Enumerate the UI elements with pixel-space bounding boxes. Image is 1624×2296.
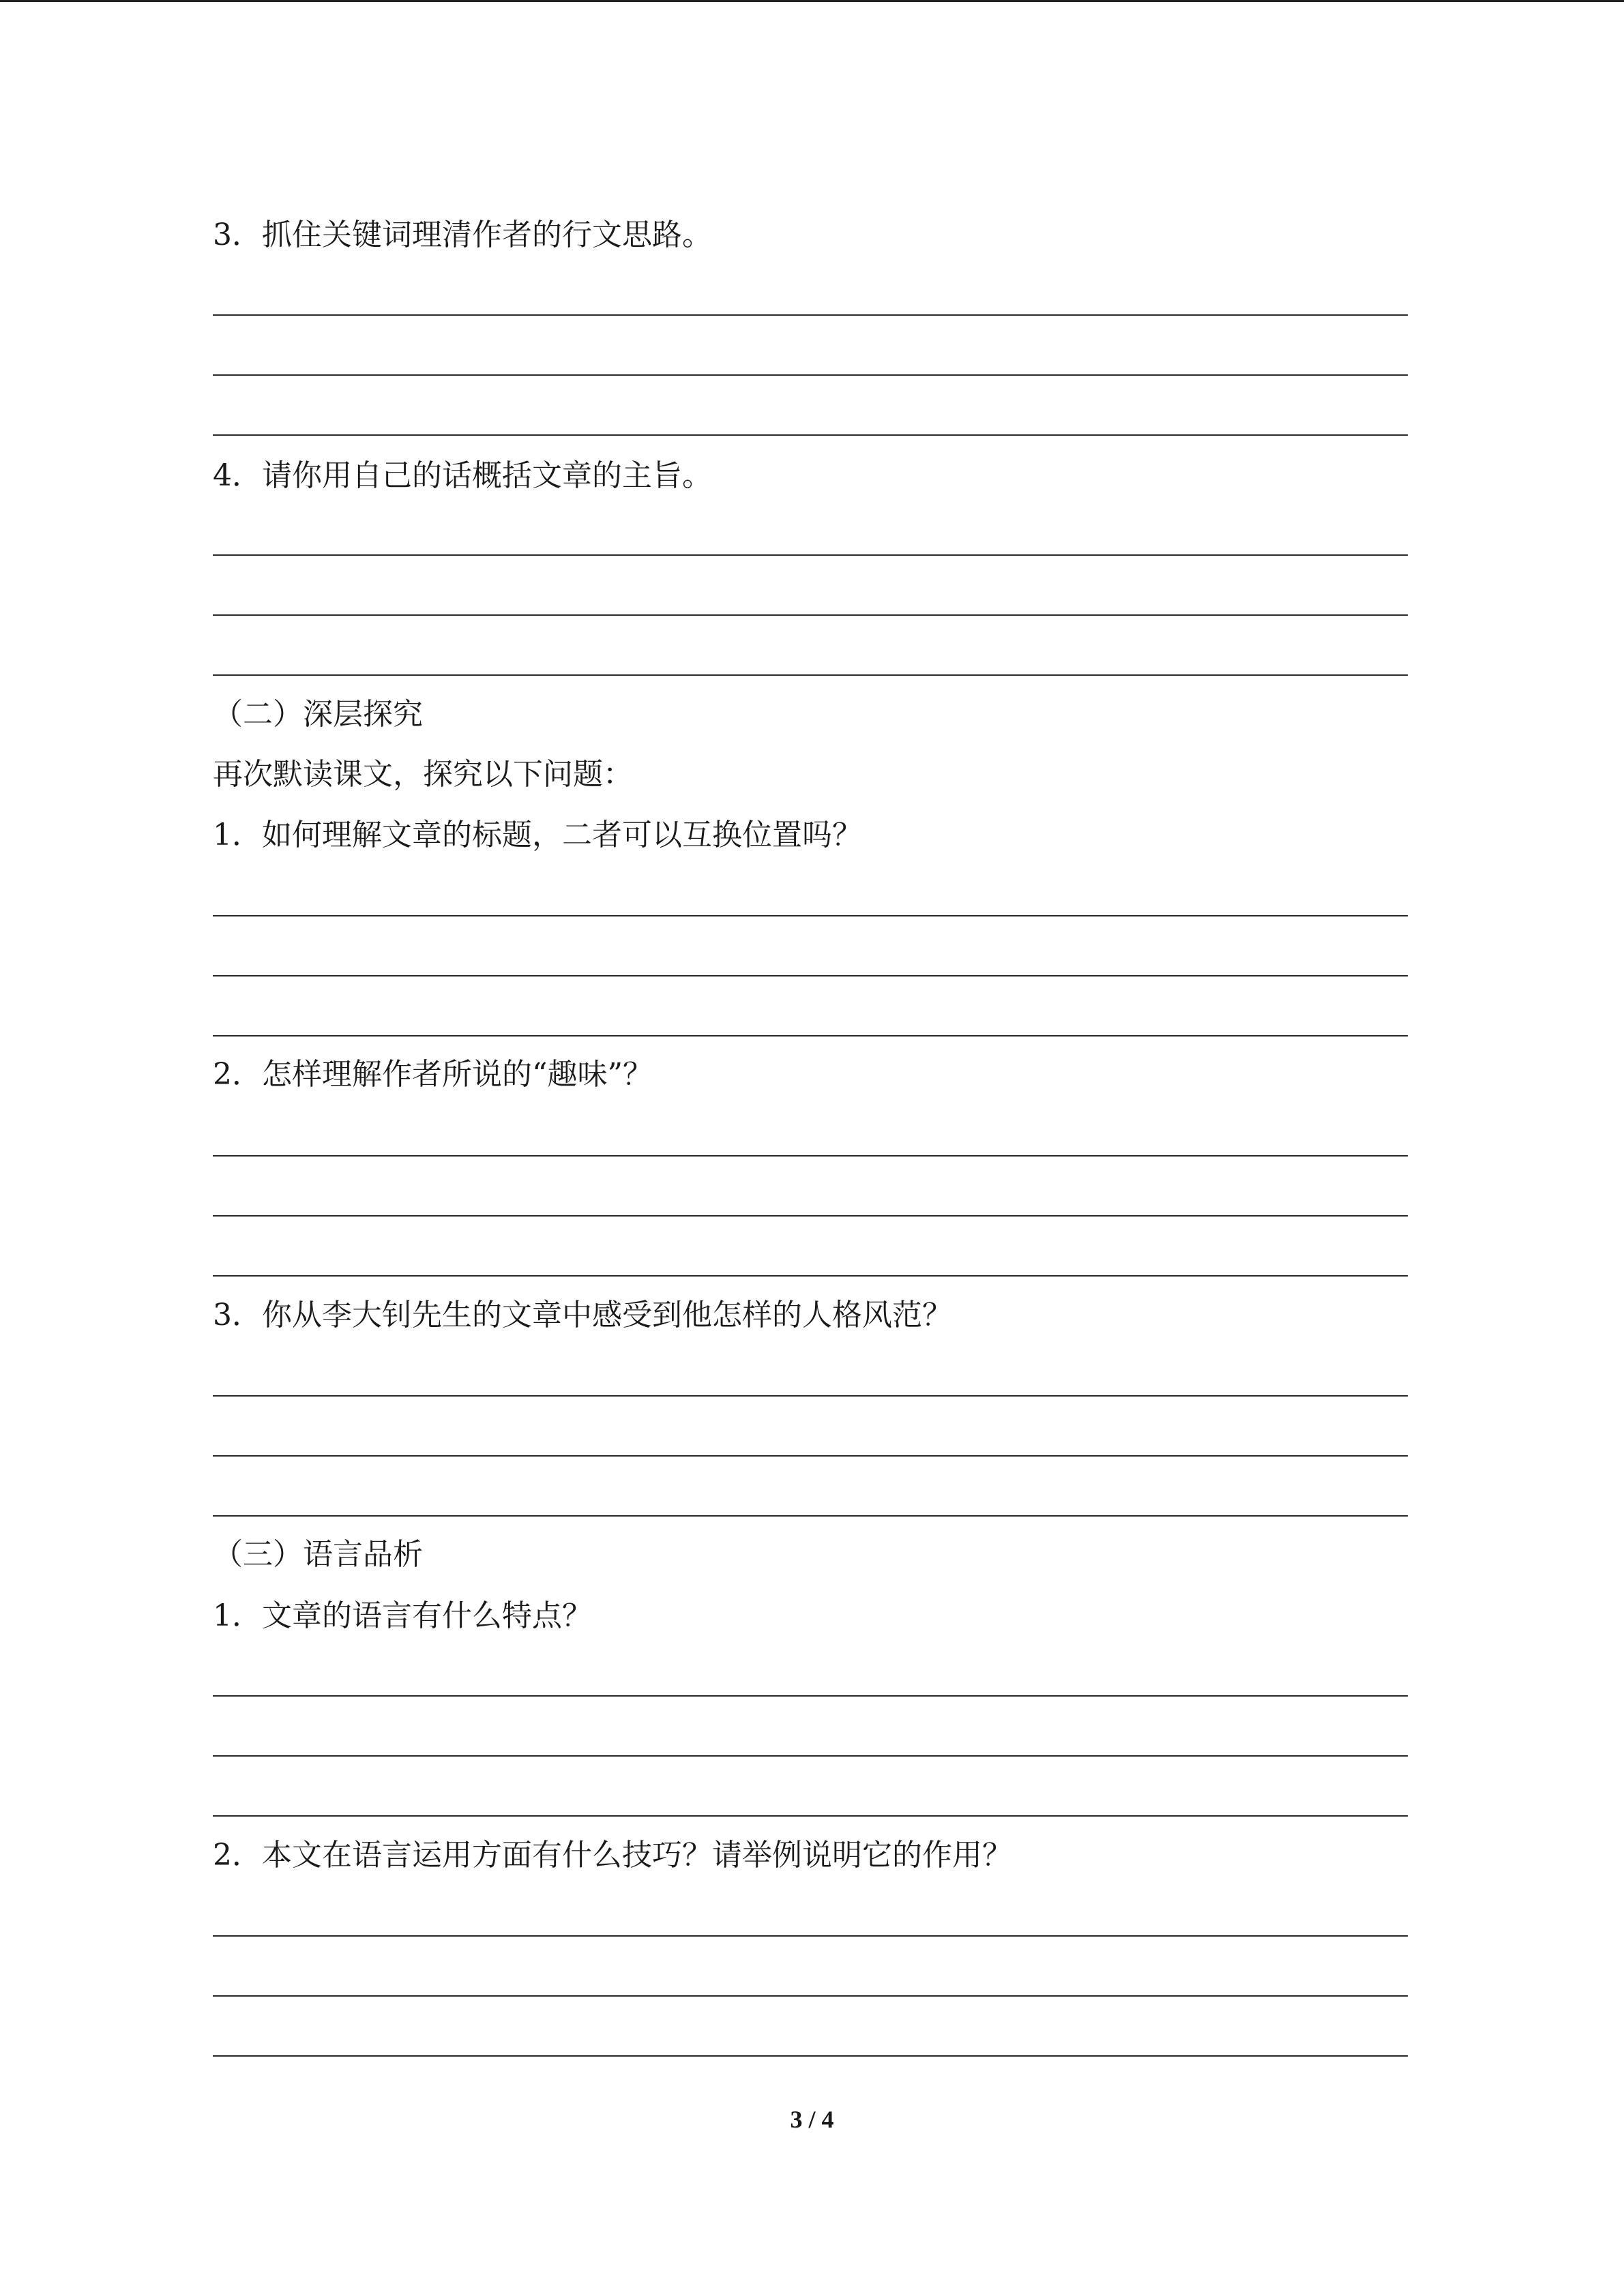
answer-line[interactable] [213, 1155, 1408, 1157]
answer-line[interactable] [213, 915, 1408, 916]
answer-line[interactable] [213, 1755, 1408, 1757]
question-4-main-idea: 4．请你用自己的话概括文章的主旨。 [213, 458, 712, 493]
answer-line[interactable] [213, 1515, 1408, 1517]
question-2-interest: 2．怎样理解作者所说的“趣味”？ [213, 1057, 653, 1092]
answer-line[interactable] [213, 434, 1408, 436]
instruction-text: 再次默读课文，探究以下问题： [213, 757, 633, 792]
answer-line[interactable] [213, 975, 1408, 976]
answer-line[interactable] [213, 374, 1408, 376]
page-number: 3 / 4 [790, 2106, 834, 2133]
answer-line[interactable] [213, 314, 1408, 316]
top-border [0, 0, 1624, 2]
answer-line[interactable] [213, 1455, 1408, 1457]
section-heading-deep-inquiry: （二）深层探究 [213, 697, 423, 732]
answer-line[interactable] [213, 1935, 1408, 1937]
answer-line[interactable] [213, 1815, 1408, 1817]
question-3-key-words: 3．抓住关键词理清作者的行文思路。 [213, 218, 712, 252]
section-heading-language-analysis: （三）语言品析 [213, 1537, 423, 1572]
question-1-title: 1．如何理解文章的标题，二者可以互换位置吗？ [213, 818, 862, 852]
answer-line[interactable] [213, 674, 1408, 676]
answer-line[interactable] [213, 1215, 1408, 1217]
question-3-personality: 3．你从李大钊先生的文章中感受到他怎样的人格风范？ [213, 1298, 952, 1332]
answer-line[interactable] [213, 554, 1408, 556]
answer-line[interactable] [213, 1695, 1408, 1697]
answer-line[interactable] [213, 1035, 1408, 1037]
question-2-language-techniques: 2．本文在语言运用方面有什么技巧？请举例说明它的作用？ [213, 1838, 1012, 1873]
answer-line[interactable] [213, 1275, 1408, 1277]
answer-line[interactable] [213, 614, 1408, 616]
answer-line[interactable] [213, 1395, 1408, 1397]
answer-line[interactable] [213, 1995, 1408, 1997]
question-1-language-features: 1．文章的语言有什么特点？ [213, 1598, 592, 1633]
answer-line[interactable] [213, 2055, 1408, 2057]
